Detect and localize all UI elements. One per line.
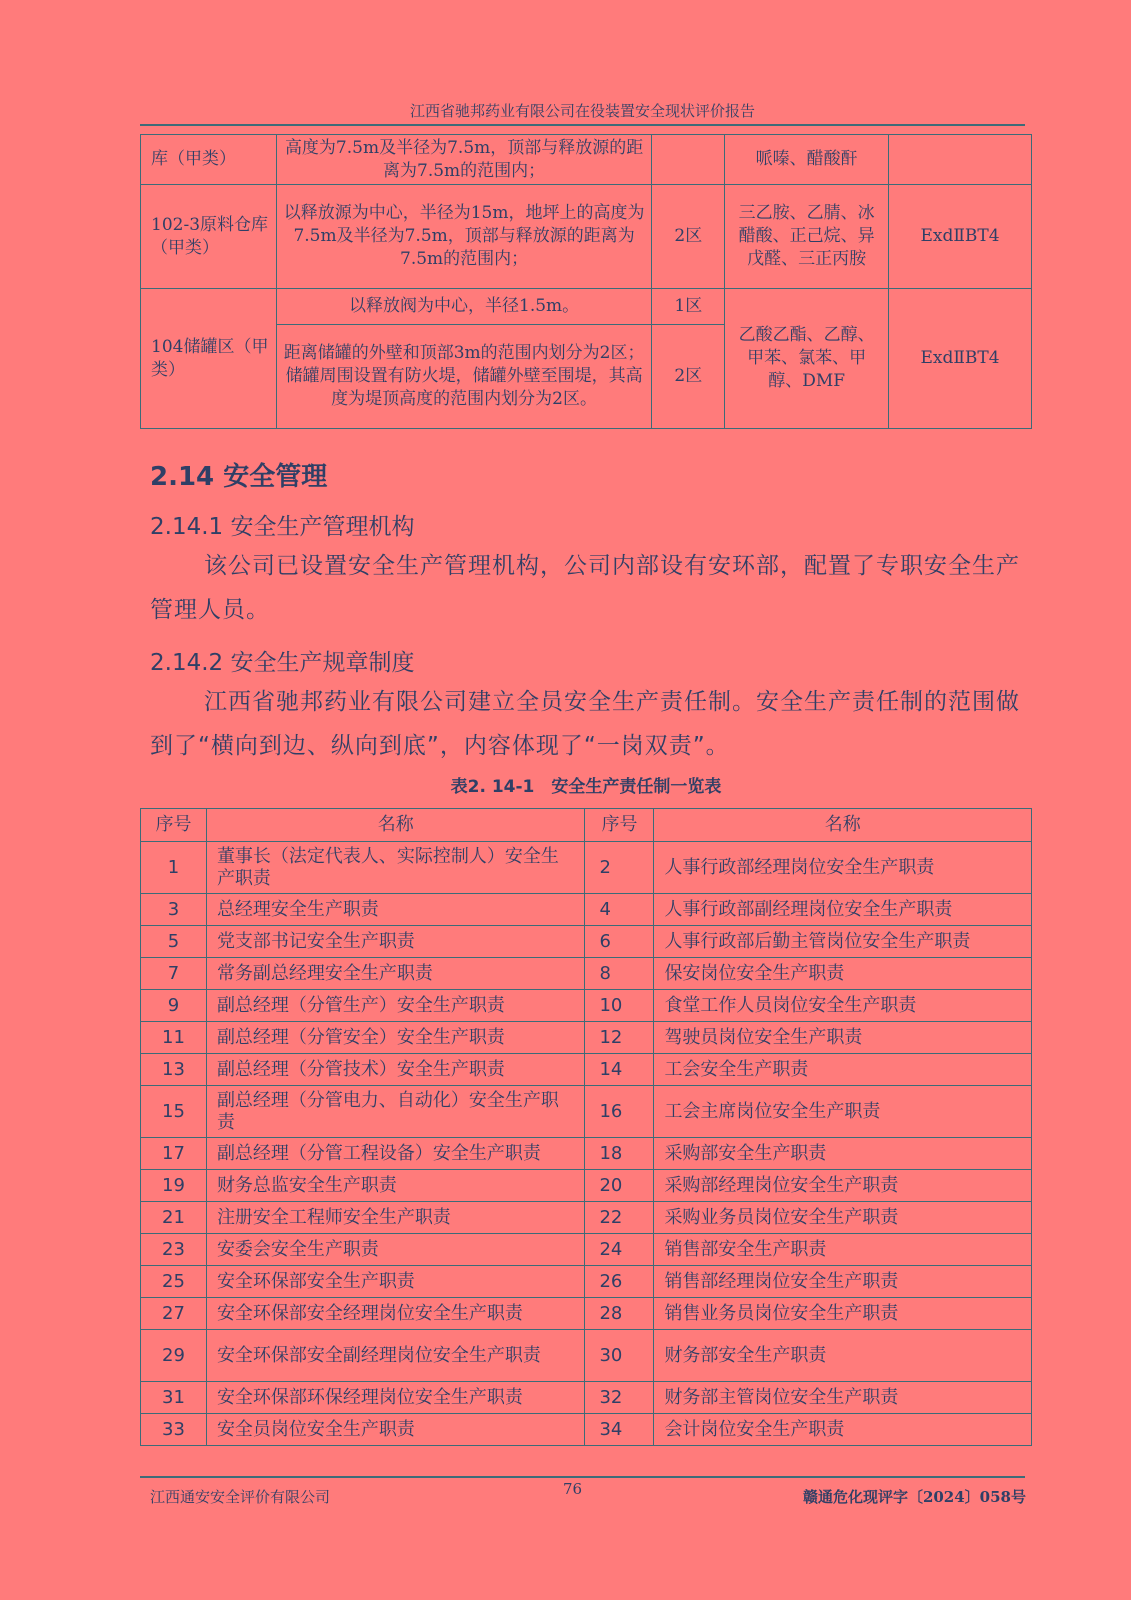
duty-name-cell: 常务副总经理安全生产职责 <box>206 958 585 990</box>
row-number-cell: 4 <box>585 894 654 926</box>
row-number-cell: 7 <box>141 958 207 990</box>
zone-name-cell: 102-3原料仓库（甲类） <box>141 185 277 289</box>
row-number-cell: 23 <box>141 1234 207 1266</box>
table-row <box>141 1022 1032 1054</box>
duty-name-cell: 副总经理（分管电力、自动化）安全生产职责 <box>206 1086 585 1138</box>
duty-name-cell: 副总经理（分管工程设备）安全生产职责 <box>206 1138 585 1170</box>
footer-company: 江西通安安全评价有限公司 <box>150 1488 331 1506</box>
duty-name-cell: 保安岗位安全生产职责 <box>654 958 1032 990</box>
duty-name-cell: 销售部经理岗位安全生产职责 <box>654 1266 1032 1298</box>
zone-ex-cell <box>889 135 1032 185</box>
duty-name-cell: 销售业务员岗位安全生产职责 <box>654 1298 1032 1330</box>
table-row <box>141 1414 1032 1446</box>
row-number-cell: 5 <box>141 926 207 958</box>
footer-rule <box>140 1476 1025 1478</box>
row-number-cell: 15 <box>141 1086 207 1138</box>
table-header-row <box>141 809 1032 842</box>
duty-name-cell: 采购部安全生产职责 <box>654 1138 1032 1170</box>
table-row <box>141 1202 1032 1234</box>
duty-name-cell: 销售部安全生产职责 <box>654 1234 1032 1266</box>
row-number-cell: 33 <box>141 1414 207 1446</box>
row-number-cell: 34 <box>585 1414 654 1446</box>
paragraph: 该公司已设置安全生产管理机构，公司内部设有安环部，配置了专职安全生产管理人员。 <box>150 553 1020 623</box>
row-number-cell: 28 <box>585 1298 654 1330</box>
column-header: 名称 <box>206 809 585 842</box>
table-row <box>141 990 1032 1022</box>
table-row <box>141 1298 1032 1330</box>
row-number-cell: 25 <box>141 1266 207 1298</box>
duty-name-cell: 安全环保部环保经理岗位安全生产职责 <box>206 1382 585 1414</box>
duty-name-cell: 人事行政部后勤主管岗位安全生产职责 <box>654 926 1032 958</box>
table-row <box>141 1234 1032 1266</box>
duty-name-cell: 副总经理（分管生产）安全生产职责 <box>206 990 585 1022</box>
header-rule <box>140 124 1025 126</box>
duty-table-body <box>141 842 1032 1446</box>
column-header: 名称 <box>654 809 1032 842</box>
table-row <box>141 289 1032 325</box>
duty-name-cell: 财务部安全生产职责 <box>654 1330 1032 1382</box>
table-row <box>141 1054 1032 1086</box>
duty-name-cell: 工会安全生产职责 <box>654 1054 1032 1086</box>
duty-table <box>140 808 1032 1446</box>
subsection-heading: 2.14.2 安全生产规章制度 <box>150 650 415 676</box>
table-row <box>141 926 1032 958</box>
table-row <box>141 1086 1032 1138</box>
column-header: 序号 <box>141 809 207 842</box>
duty-name-cell: 驾驶员岗位安全生产职责 <box>654 1022 1032 1054</box>
zone-name-cell: 库（甲类） <box>141 135 277 185</box>
duty-name-cell: 食堂工作人员岗位安全生产职责 <box>654 990 1032 1022</box>
page-number: 76 <box>563 1480 583 1498</box>
zone-name-cell: 104储罐区（甲类） <box>141 289 277 429</box>
duty-name-cell: 人事行政部经理岗位安全生产职责 <box>654 842 1032 894</box>
duty-name-cell: 安全环保部安全副经理岗位安全生产职责 <box>206 1330 585 1382</box>
row-number-cell: 3 <box>141 894 207 926</box>
zone-substance-cell: 三乙胺、乙腈、冰醋酸、正己烷、异戊醛、三正丙胺 <box>725 185 889 289</box>
row-number-cell: 32 <box>585 1382 654 1414</box>
zone-area-cell: 以释放源为中心，半径为15m，地坪上的高度为7.5m及半径为7.5m，顶部与释放源的距离为7.5m的范围内； <box>276 185 651 289</box>
document-number: 赣通危化现评字〔2024〕058号 <box>802 1488 1026 1506</box>
duty-name-cell: 注册安全工程师安全生产职责 <box>206 1202 585 1234</box>
zone-ex-cell: ExdⅡBT4 <box>889 185 1032 289</box>
row-number-cell: 13 <box>141 1054 207 1086</box>
duty-name-cell: 安全环保部安全经理岗位安全生产职责 <box>206 1298 585 1330</box>
duty-name-cell: 工会主席岗位安全生产职责 <box>654 1086 1032 1138</box>
row-number-cell: 6 <box>585 926 654 958</box>
table-row <box>141 1170 1032 1202</box>
duty-name-cell: 安全环保部安全生产职责 <box>206 1266 585 1298</box>
table-row <box>141 842 1032 894</box>
row-number-cell: 17 <box>141 1138 207 1170</box>
page-header: 江西省驰邦药业有限公司在役装置安全现状评价报告 <box>409 102 755 120</box>
zone-area-cell: 高度为7.5m及半径为7.5m，顶部与释放源的距离为7.5m的范围内； <box>276 135 651 185</box>
row-number-cell: 26 <box>585 1266 654 1298</box>
duty-name-cell: 财务总监安全生产职责 <box>206 1170 585 1202</box>
row-number-cell: 20 <box>585 1170 654 1202</box>
table-row <box>141 894 1032 926</box>
zone-area-cell: 距离储罐的外壁和顶部3m的范围内划分为2区；储罐周围设置有防火堤，储罐外壁至围堤，其高度为堤顶高度的范围内划分为2区。 <box>276 325 651 429</box>
table-row <box>141 1138 1032 1170</box>
table-row <box>141 135 1032 185</box>
row-number-cell: 9 <box>141 990 207 1022</box>
row-number-cell: 2 <box>585 842 654 894</box>
table-row <box>141 1266 1032 1298</box>
row-number-cell: 10 <box>585 990 654 1022</box>
row-number-cell: 19 <box>141 1170 207 1202</box>
duty-name-cell: 党支部书记安全生产职责 <box>206 926 585 958</box>
zone-level-cell: 2区 <box>652 325 725 429</box>
row-number-cell: 18 <box>585 1138 654 1170</box>
duty-name-cell: 会计岗位安全生产职责 <box>654 1414 1032 1446</box>
zone-area-cell: 以释放阀为中心，半径1.5m。 <box>276 289 651 325</box>
zone-substance-cell: 乙酸乙酯、乙醇、甲苯、氯苯、甲醇、DMF <box>725 289 889 429</box>
row-number-cell: 11 <box>141 1022 207 1054</box>
duty-name-cell: 人事行政部副经理岗位安全生产职责 <box>654 894 1032 926</box>
row-number-cell: 27 <box>141 1298 207 1330</box>
row-number-cell: 21 <box>141 1202 207 1234</box>
duty-name-cell: 董事长（法定代表人、实际控制人）安全生产职责 <box>206 842 585 894</box>
column-header: 序号 <box>585 809 654 842</box>
duty-name-cell: 副总经理（分管安全）安全生产职责 <box>206 1022 585 1054</box>
zone-ex-cell: ExdⅡBT4 <box>889 289 1032 429</box>
duty-name-cell: 采购业务员岗位安全生产职责 <box>654 1202 1032 1234</box>
duty-name-cell: 总经理安全生产职责 <box>206 894 585 926</box>
row-number-cell: 14 <box>585 1054 654 1086</box>
duty-name-cell: 财务部主管岗位安全生产职责 <box>654 1382 1032 1414</box>
duty-name-cell: 安委会安全生产职责 <box>206 1234 585 1266</box>
zone-level-cell: 2区 <box>652 185 725 289</box>
paragraph: 江西省驰邦药业有限公司建立全员安全生产责任制。安全生产责任制的范围做到了“横向到边、纵向到底”，内容体现了“一岗双责”。 <box>150 689 1020 759</box>
duty-name-cell: 安全员岗位安全生产职责 <box>206 1414 585 1446</box>
row-number-cell: 22 <box>585 1202 654 1234</box>
row-number-cell: 16 <box>585 1086 654 1138</box>
duty-name-cell: 采购部经理岗位安全生产职责 <box>654 1170 1032 1202</box>
row-number-cell: 24 <box>585 1234 654 1266</box>
table-caption: 表2. 14-1 安全生产责任制一览表 <box>450 777 722 797</box>
row-number-cell: 31 <box>141 1382 207 1414</box>
row-number-cell: 12 <box>585 1022 654 1054</box>
row-number-cell: 29 <box>141 1330 207 1382</box>
table-row <box>141 958 1032 990</box>
hazard-zone-table <box>140 134 1032 429</box>
row-number-cell: 8 <box>585 958 654 990</box>
row-number-cell: 1 <box>141 842 207 894</box>
zone-level-cell: 1区 <box>652 289 725 325</box>
zone-substance-cell: 哌嗪、醋酸酐 <box>725 135 889 185</box>
subsection-heading: 2.14.1 安全生产管理机构 <box>150 514 415 540</box>
table-row <box>141 1330 1032 1382</box>
zone-level-cell <box>652 135 725 185</box>
row-number-cell: 30 <box>585 1330 654 1382</box>
section-heading: 2.14 安全管理 <box>150 462 328 492</box>
duty-name-cell: 副总经理（分管技术）安全生产职责 <box>206 1054 585 1086</box>
table-row <box>141 1382 1032 1414</box>
table-row <box>141 185 1032 289</box>
